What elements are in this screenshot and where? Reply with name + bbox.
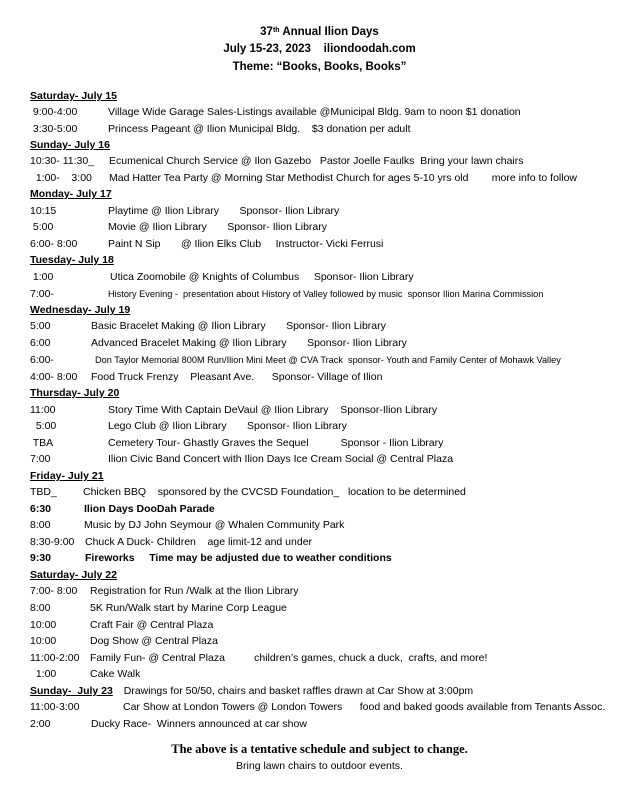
event-dates: July 15-23, 2023 iliondoodah.com	[223, 43, 416, 55]
event-desc: Chuck A Duck- Children age limit-12 and under	[85, 536, 313, 548]
event-desc: Basic Bracelet Making @ Ilion Library Sponsor- Ilion Library	[91, 320, 386, 332]
event-desc: Car Show at London Towers @ London Towers food and baked goods available from Tenants Assoc.	[123, 701, 606, 713]
day-heading-saturday-jul22: Saturday- July 22	[30, 569, 117, 581]
event-time: 9:30	[30, 552, 52, 564]
event-desc: Princess Pageant @ Ilion Municipal Bldg. $3 donation per adult	[108, 123, 411, 135]
event-time: TBD_	[30, 486, 57, 498]
event-time: 11:00-3:00	[30, 701, 80, 713]
event-theme: Theme: “Books, Books, Books”	[232, 61, 407, 73]
title-ordinal: th	[272, 27, 280, 34]
event-desc: Dog Show @ Central Plaza	[90, 635, 218, 647]
event-desc: Story Time With Captain DeVaul @ Ilion Library Sponsor-Ilion Library	[108, 404, 438, 416]
day-heading-friday-jul21: Friday- July 21	[30, 470, 104, 482]
event-time: 6:00-	[30, 354, 54, 366]
event-desc: Drawings for 50/50, chairs and basket raffles drawn at Car Show at 3:00pm	[115, 685, 474, 697]
event-time: 6:00	[30, 337, 51, 349]
title-text: Annual Ilion Days	[279, 26, 379, 38]
event-time: 2:00	[30, 718, 51, 730]
event-time: 8:00	[30, 519, 51, 531]
event-time: 8:00	[30, 602, 51, 614]
event-time: 10:00	[30, 619, 57, 631]
title-number: 37	[260, 26, 273, 38]
event-desc: Ecumenical Church Service @ Ilon Gazebo Pastor Joelle Faulks Bring your lawn chairs	[109, 155, 524, 167]
event-desc: Registration for Run /Walk at the Ilion Library	[90, 585, 299, 597]
event-desc: Movie @ Ilion Library Sponsor- Ilion Library	[108, 221, 327, 233]
event-time: 10:00	[30, 635, 57, 647]
event-time: 3:30-5:00	[30, 123, 78, 135]
event-desc: Family Fun- @ Central Plaza children’s games, chuck a duck, crafts, and more!	[90, 652, 488, 664]
event-time: 11:00	[30, 404, 56, 416]
day-heading-wednesday-jul19: Wednesday- July 19	[30, 304, 131, 316]
event-time: 5:00	[30, 420, 57, 432]
event-desc: Cake Walk	[90, 668, 141, 680]
event-desc: Advanced Bracelet Making @ Ilion Library Sponsor- Ilion Library	[91, 337, 407, 349]
event-desc: Don Taylor Memorial 800M Run/Ilion Mini Meet @ CVA Track sponsor- Youth and Family Center of Mohawk Valley	[95, 355, 561, 365]
day-heading-saturday-jul15: Saturday- July 15	[30, 90, 117, 102]
event-desc: Fireworks Time may be adjusted due to weather conditions	[85, 552, 392, 564]
event-time: 1:00	[30, 271, 54, 283]
event-time: 5:00	[30, 221, 54, 233]
day-heading-sunday-jul16: Sunday- July 16	[30, 139, 110, 151]
event-time: 7:00- 8:00	[30, 585, 78, 597]
event-desc: Utica Zoomobile @ Knights of Columbus Sponsor- Ilion Library	[110, 271, 414, 283]
event-time: 6:30	[30, 503, 52, 515]
event-time: 10:30- 11:30_	[30, 155, 95, 167]
page-title	[0, 25, 639, 39]
event-desc: Playtime @ Ilion Library Sponsor- Ilion Library	[108, 205, 340, 217]
event-time: 1:00- 3:00	[30, 172, 92, 184]
event-time: 11:00-2:00	[30, 652, 80, 664]
event-time: 8:30-9:00	[30, 536, 75, 548]
event-desc: Ilion Civic Band Concert with Ilion Days Ice Cream Social @ Central Plaza	[108, 453, 454, 465]
day-heading-tuesday-jul18: Tuesday- July 18	[30, 254, 114, 266]
event-desc: Mad Hatter Tea Party @ Morning Star Methodist Church for ages 5-10 yrs old more info to follow	[109, 172, 577, 184]
event-time: 7:00	[30, 453, 51, 465]
event-time: 6:00- 8:00	[30, 238, 78, 250]
day-heading-sunday-jul23: Sunday- July 23	[30, 685, 113, 697]
event-time: TBA	[30, 437, 54, 449]
day-heading-thursday-jul20: Thursday- July 20	[30, 387, 120, 399]
event-desc: Music by DJ John Seymour @ Whalen Community Park	[84, 519, 345, 531]
event-desc: Paint N Sip @ Ilion Elks Club Instructor- Vicki Ferrusi	[108, 238, 384, 250]
event-desc: Village Wide Garage Sales-Listings available @Municipal Bldg. 9am to noon $1 donation	[108, 106, 521, 118]
event-desc: History Evening - presentation about History of Valley followed by music sponsor Ilion Marina Commission	[108, 289, 544, 299]
event-time: 9:00-4:00	[30, 106, 78, 118]
event-desc: Chicken BBQ sponsored by the CVCSD Foundation_ location to be determined	[83, 486, 466, 498]
event-time: 7:00-	[30, 288, 54, 300]
day-heading-monday-jul17: Monday- July 17	[30, 188, 112, 200]
event-time: 1:00	[30, 668, 57, 680]
event-desc: Ducky Race- Winners announced at car show	[91, 718, 307, 730]
event-time: 4:00- 8:00	[30, 371, 78, 383]
tentative-notice: The above is a tentative schedule and subject to change.	[171, 742, 468, 756]
event-desc: Food Truck Frenzy Pleasant Ave. Sponsor- Village of Ilion	[91, 371, 383, 383]
event-time: 5:00	[30, 320, 51, 332]
event-desc: Lego Club @ Ilion Library Sponsor- Ilion Library	[108, 420, 347, 432]
event-desc: Cemetery Tour- Ghastly Graves the Sequel Sponsor - Ilion Library	[108, 437, 444, 449]
event-time: 10:15	[30, 205, 57, 217]
event-desc: Ilion Days DooDah Parade	[84, 503, 215, 515]
event-desc: 5K Run/Walk start by Marine Corp League	[90, 602, 287, 614]
lawn-chairs-note: Bring lawn chairs to outdoor events.	[236, 760, 403, 772]
event-desc: Craft Fair @ Central Plaza	[90, 619, 214, 631]
